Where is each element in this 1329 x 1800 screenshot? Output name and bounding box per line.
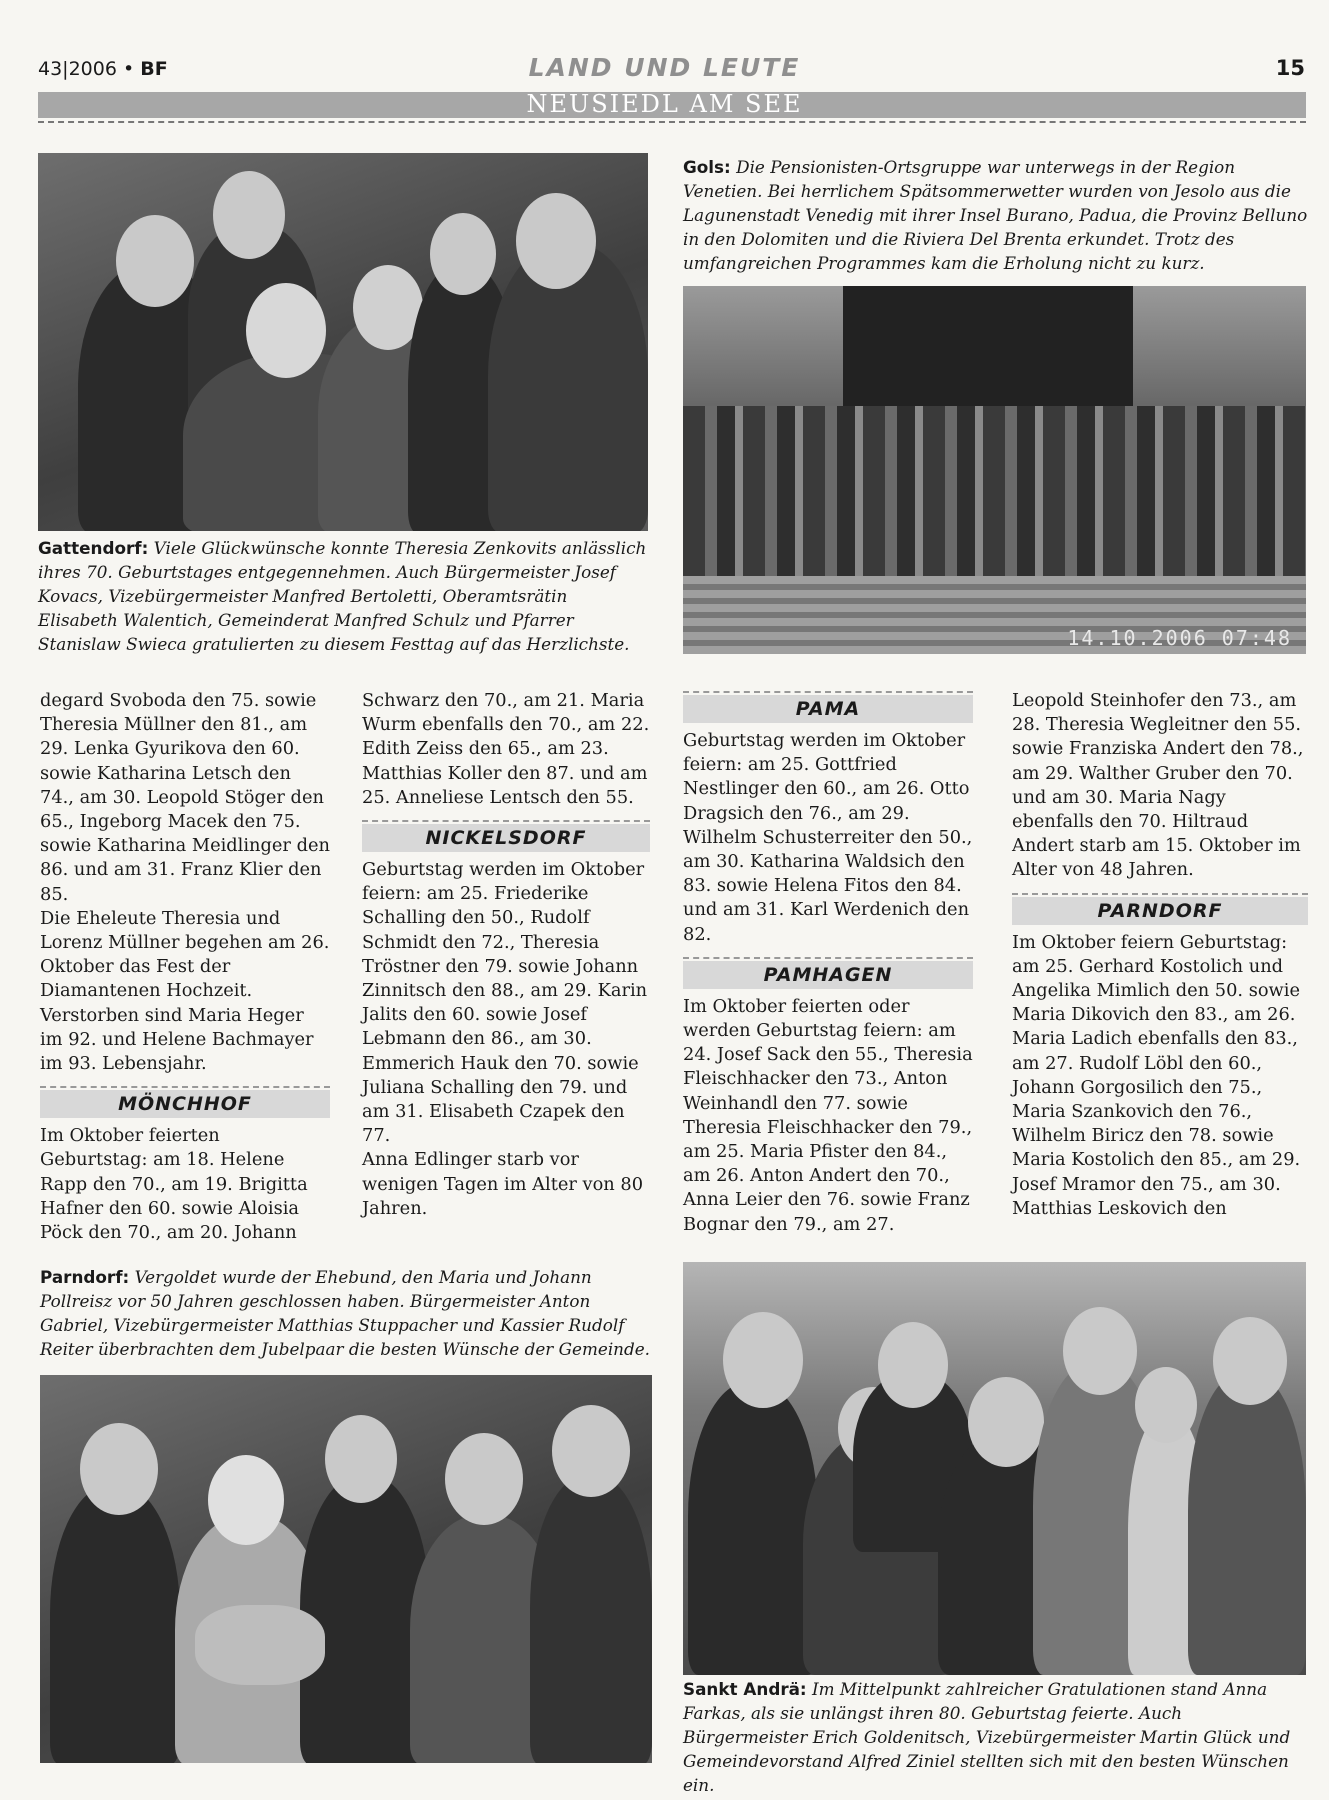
- caption-gols: [683, 155, 1311, 275]
- section-title: LAND UND LEUTE: [528, 53, 801, 82]
- caption-text: Im Mittelpunkt zahlreicher Gratulationen stand Anna Farkas, als sie unlängst ihren 80. Geburtstag feierte. Auch Bürgermeister Erich Goldenitsch, Vizebürgermeister Martin Glück und Gemeindevorstand Alfred Ziniel stellten sich mit den besten Wünschen ein.: [683, 1679, 1291, 1795]
- caption-text: Viele Glückwünsche konnte Theresia Zenkovits anlässlich ihres 70. Geburtstages entgegennehmen. Auch Bürgermeister Josef Kovacs, Vizebürgermeister Manfred Bertoletti, Oberamtsrätin Elisabeth Walentich, Gemeinderat Manfred Schulz und Pfarrer Stanislaw Swieca gratulierten zu diesem Festtag auf das Herzlichste.: [38, 538, 647, 654]
- paragraph: Geburtstag werden im Oktober feiern: am 25. Friederike Schalling den 50., Rudolf Schmidt den 72., Theresia Tröstner den 79. sowie Johann Zinnitsch den 88., am 29. Karin Jalits den 60. sowie Josef Lebmann den 86., am 30. Emmerich Hauk den 70. sowie Juliana Schalling den 79. und am 31. Elisabeth Czapek den 77.: [362, 859, 648, 1147]
- section-heading-moenchhof: MÖNCHHOF: [40, 1086, 330, 1118]
- paragraph: degard Svoboda den 75. sowie Theresia Müllner den 81., am 29. Lenka Gyurikova den 60. sowie Katharina Letsch den 74., am 30. Leopold Stöger den 65., Ingeborg Macek den 75. sowie Katharina Meidlinger den 86. und am 31. Franz Klier den 85.: [40, 690, 330, 905]
- caption-text: Die Pensionisten-Ortsgruppe war unterwegs in der Region Venetien. Bei herrlichem Spätsommerwetter wurden von Jesolo aus die Lagunenstadt Venedig mit ihrer Insel Burano, Padua, die Provinz Belluno in den Dolomiten und die Riviera Del Brenta erkundet. Trotz des umfangreichen Programmes kam die Erholung nicht zu kurz.: [683, 157, 1308, 273]
- column-4: [1012, 689, 1308, 1221]
- photo-gols: [683, 286, 1306, 654]
- column-2: [362, 689, 650, 1221]
- photo-sankt-andrae: [683, 1262, 1306, 1675]
- paragraph: Geburtstag werden im Oktober feiern: am 25. Gottfried Nestlinger den 60., am 26. Otto Dragsich den 76., am 29. Wilhelm Schusterreiter den 50., am 30. Katharina Waldsich den 83. sowie Helena Fitos den 84. und am 31. Karl Werdenich den 82.: [683, 730, 973, 945]
- caption-place: Parndorf:: [40, 1267, 130, 1287]
- caption-gattendorf: [38, 536, 650, 656]
- caption-parndorf: [40, 1265, 652, 1361]
- header-divider: [38, 121, 1306, 123]
- section-heading-pama: PAMA: [683, 691, 973, 723]
- paragraph: Leopold Steinhofer den 73., am 28. Theresia Wegleitner den 55. sowie Franziska Andert den 78., am 29. Walther Gruber den 70. und am 30. Maria Nagy ebenfalls den 70. Hiltraud Andert starb am 15. Oktober im Alter von 48 Jahren.: [1012, 690, 1304, 881]
- issue-label: 43|2006 • BF: [38, 58, 168, 80]
- caption-place: Gattendorf:: [38, 538, 149, 558]
- paragraph: Im Oktober feierten Geburtstag: am 18. Helene Rapp den 70., am 19. Brigitta Hafner den 60. sowie Aloisia Pöck den 70., am 20. Johann: [40, 1125, 308, 1244]
- caption-place: Sankt Andrä:: [683, 1679, 807, 1699]
- page-number: 15: [1275, 56, 1305, 80]
- caption-text: Vergoldet wurde der Ehebund, den Maria und Johann Pollreisz vor 50 Jahren geschlossen haben. Bürgermeister Anton Gabriel, Vizebürgermeister Matthias Stuppacher und Kassier Rudolf Reiter überbrachten dem Jubelpaar die besten Wünsche der Gemeinde.: [40, 1267, 650, 1359]
- photo-gattendorf: [38, 153, 648, 531]
- column-3: [683, 689, 973, 1237]
- section-heading-pamhagen: PAMHAGEN: [683, 957, 973, 989]
- paragraph: Im Oktober feiern Geburtstag: am 25. Gerhard Kostolich und Angelika Mimlich den 50. sowie Maria Dikovich den 83., am 26. Maria Ladich ebenfalls den 83., am 27. Rudolf Löbl den 60., Johann Gorgosilich den 75., Maria Szankovich den 76., Wilhelm Biricz den 78. sowie Maria Kostolich den 85., am 29. Josef Mramor den 75., am 30. Matthias Leskovich den: [1012, 931, 1301, 1219]
- paragraph: Anna Edlinger starb vor wenigen Tagen im Alter von 80 Jahren.: [362, 1149, 644, 1219]
- photo-timestamp: 14.10.2006 07:48: [1067, 626, 1292, 650]
- section-heading-parndorf: PARNDORF: [1012, 893, 1308, 925]
- section-heading-nickelsdorf: NICKELSDORF: [362, 820, 650, 852]
- column-1: [40, 689, 330, 1245]
- caption-sankt-andrae: [683, 1677, 1309, 1797]
- paragraph: Verstorben sind Maria Heger im 92. und Helene Bachmayer im 93. Lebensjahr.: [40, 1004, 314, 1075]
- paragraph: Schwarz den 70., am 21. Maria Wurm ebenfalls den 70., am 22. Edith Zeiss den 65., am 23. Matthias Koller den 87. und am 25. Anneliese Lentsch den 55.: [362, 690, 650, 808]
- caption-place: Gols:: [683, 157, 731, 177]
- region-title: NEUSIEDL AM SEE: [526, 90, 803, 118]
- paragraph: Im Oktober feierten oder werden Geburtstag feiern: am 24. Josef Sack den 55., Theresia Fleischhacker den 73., Anton Weinhandl den 77. sowie Theresia Fleischhacker den 79., am 25. Maria Pfister den 84., am 26. Anton Andert den 70., Anna Leier den 76. sowie Franz Bognar den 79., am 27.: [683, 995, 973, 1235]
- photo-parndorf: [40, 1375, 652, 1763]
- paper-name: BF: [140, 58, 168, 80]
- paragraph: Die Eheleute Theresia und Lorenz Müllner begehen am 26. Oktober das Fest der Diamantenen Hochzeit.: [40, 907, 330, 1002]
